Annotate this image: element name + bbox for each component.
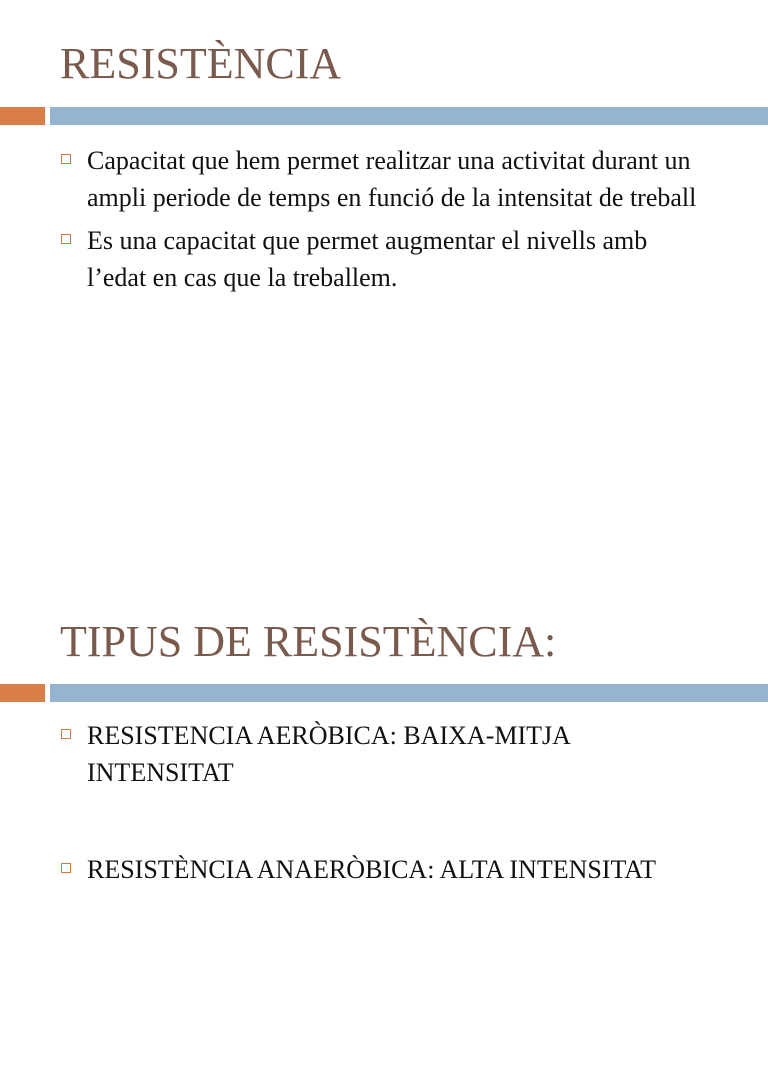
divider-accent-block <box>0 684 45 702</box>
slide-title: TIPUS DE RESISTÈNCIA: <box>60 617 557 666</box>
bullet-text: RESISTENCIA AERÒBICA: BAIXA-MITJA INTENSITAT <box>87 721 570 787</box>
bullet-item <box>60 142 700 216</box>
square-bullet-icon <box>61 863 71 873</box>
title-divider <box>0 107 768 125</box>
divider-accent-block <box>0 107 45 125</box>
slide-1 <box>0 0 768 512</box>
title-divider <box>0 684 768 702</box>
divider-bar <box>50 107 768 125</box>
slide-title: RESISTÈNCIA <box>60 39 342 88</box>
square-bullet-icon <box>61 154 71 164</box>
bullet-text: RESISTÈNCIA ANAERÒBICA: ALTA INTENSITAT <box>87 855 657 884</box>
bullet-text: Es una capacitat que permet augmentar el nivells amb l’edat en cas que la treballem. <box>87 226 648 292</box>
bullet-item <box>60 851 700 888</box>
bullet-list <box>60 142 700 296</box>
square-bullet-icon <box>61 729 71 739</box>
bullet-text: Capacitat que hem permet realitzar una activitat durant un ampli periode de temps en funció de la intensitat de treball <box>87 146 697 212</box>
slide-2 <box>0 576 768 1088</box>
divider-bar <box>50 684 768 702</box>
bullet-item <box>60 717 700 791</box>
bullet-item <box>60 222 700 296</box>
bullet-list <box>60 717 700 888</box>
square-bullet-icon <box>61 234 71 244</box>
